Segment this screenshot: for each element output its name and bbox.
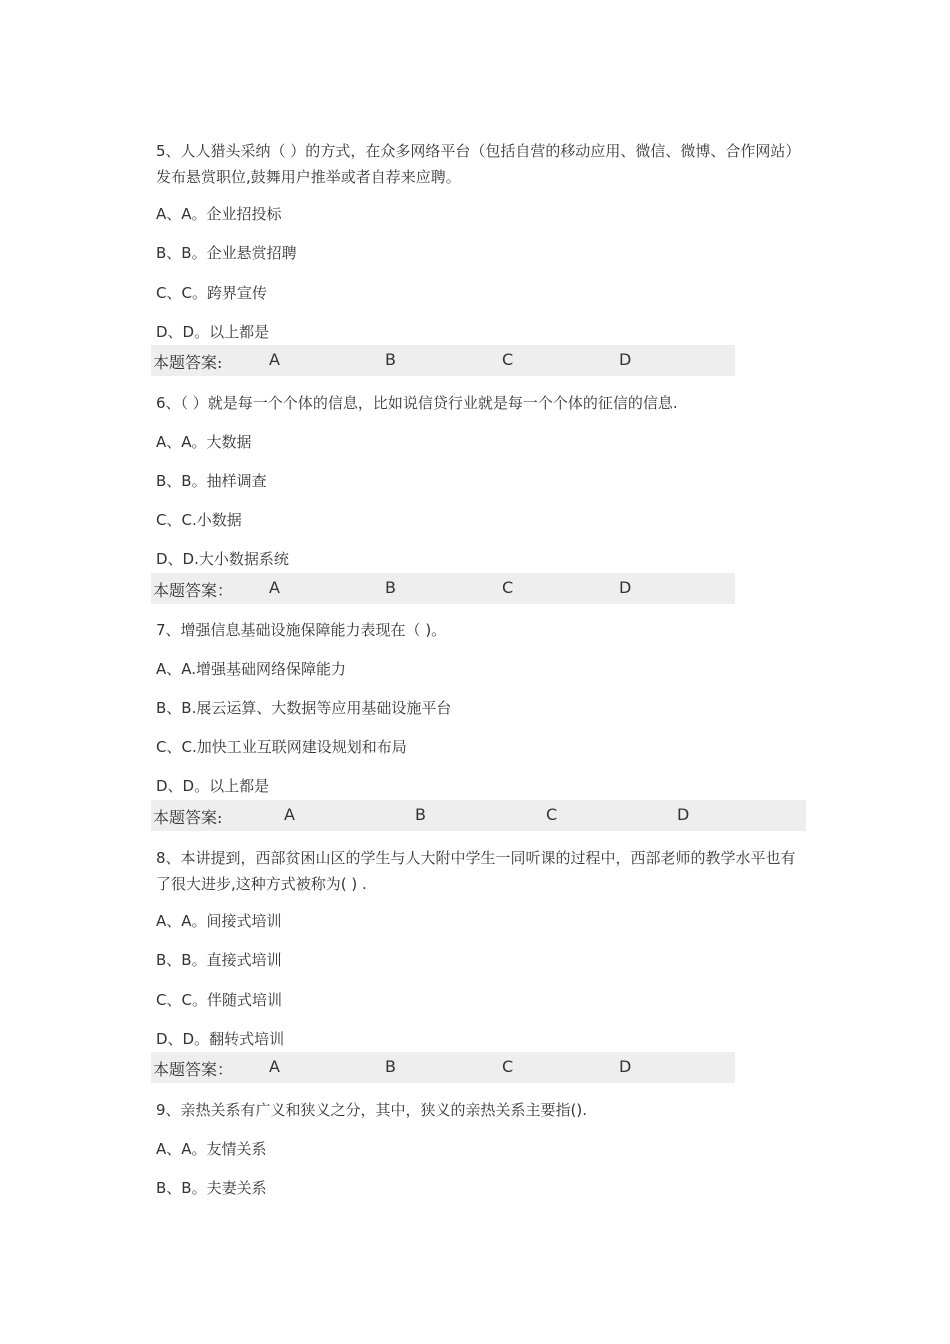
question-5-option-c: C、C。跨界宣传: [156, 284, 267, 302]
answer-option-b: B: [385, 1057, 396, 1076]
question-5-answer-bar: [151, 345, 735, 376]
question-7-option-d: D、D。以上都是: [156, 777, 270, 795]
answer-option-b: B: [415, 805, 426, 824]
question-5-option-a: A、A。企业招投标: [156, 205, 282, 223]
question-7-option-b: B、B.展云运算、大数据等应用基础设施平台: [156, 699, 452, 717]
question-6-text: 6、（ ）就是每一个个体的信息，比如说信贷行业就是每一个个体的征信的信息.: [156, 394, 678, 412]
answer-label: 本题答案：: [153, 581, 234, 600]
answer-option-d: D: [619, 578, 632, 597]
question-7-option-c: C、C.加快工业互联网建设规划和布局: [156, 738, 407, 756]
answer-label: 本题答案:: [153, 353, 223, 372]
question-6-option-d: D、D.大小数据系统: [156, 550, 289, 568]
answer-option-c: C: [502, 350, 514, 369]
answer-option-c: C: [546, 805, 558, 824]
question-6-option-c: C、C.小数据: [156, 511, 242, 529]
question-8-text: 8、本讲提到，西部贫困山区的学生与人大附中学生一同听课的过程中，西部老师的教学水平也有了很大进步,这种方式被称为( ) .: [156, 849, 796, 893]
answer-option-c: C: [502, 578, 514, 597]
answer-option-a: A: [269, 1057, 280, 1076]
question-7-option-a: A、A.增强基础网络保障能力: [156, 660, 347, 678]
answer-option-b: B: [385, 350, 396, 369]
answer-option-a: A: [284, 805, 295, 824]
answer-option-a: A: [269, 350, 280, 369]
question-8-option-c: C、C。伴随式培训: [156, 991, 282, 1009]
question-5-option-b: B、B。企业悬赏招聘: [156, 244, 297, 262]
answer-option-c: C: [502, 1057, 514, 1076]
question-7-answer-bar: [151, 800, 806, 831]
question-8-option-a: A、A。间接式培训: [156, 912, 282, 930]
question-6-answer-bar: [151, 573, 735, 604]
answer-option-d: D: [677, 805, 690, 824]
question-8-answer-bar: [151, 1052, 735, 1083]
question-5-text: 5、人人猎头采纳（ ）的方式，在众多网络平台（包括自营的移动应用、微信、微博、合作网站）发布悬赏职位,鼓舞用户推举或者自荐来应聘。: [156, 142, 801, 186]
question-6-option-b: B、B。抽样调查: [156, 472, 267, 490]
answer-label: 本题答案:: [153, 808, 223, 827]
question-8-option-d: D、D。翻转式培训: [156, 1030, 285, 1048]
question-8-option-b: B、B。直接式培训: [156, 951, 282, 969]
answer-option-b: B: [385, 578, 396, 597]
question-6-option-a: A、A。大数据: [156, 433, 252, 451]
question-9-option-b: B、B。夫妻关系: [156, 1179, 267, 1197]
question-7-text: 7、增强信息基础设施保障能力表现在（ )。: [156, 621, 447, 639]
answer-label: 本题答案：: [153, 1060, 234, 1079]
answer-option-d: D: [619, 1057, 632, 1076]
question-9-option-a: A、A。友情关系: [156, 1140, 267, 1158]
question-5-option-d: D、D。以上都是: [156, 323, 270, 341]
answer-option-d: D: [619, 350, 632, 369]
question-9-text: 9、亲热关系有广义和狭义之分，其中，狭义的亲热关系主要指().: [156, 1101, 588, 1119]
answer-option-a: A: [269, 578, 280, 597]
